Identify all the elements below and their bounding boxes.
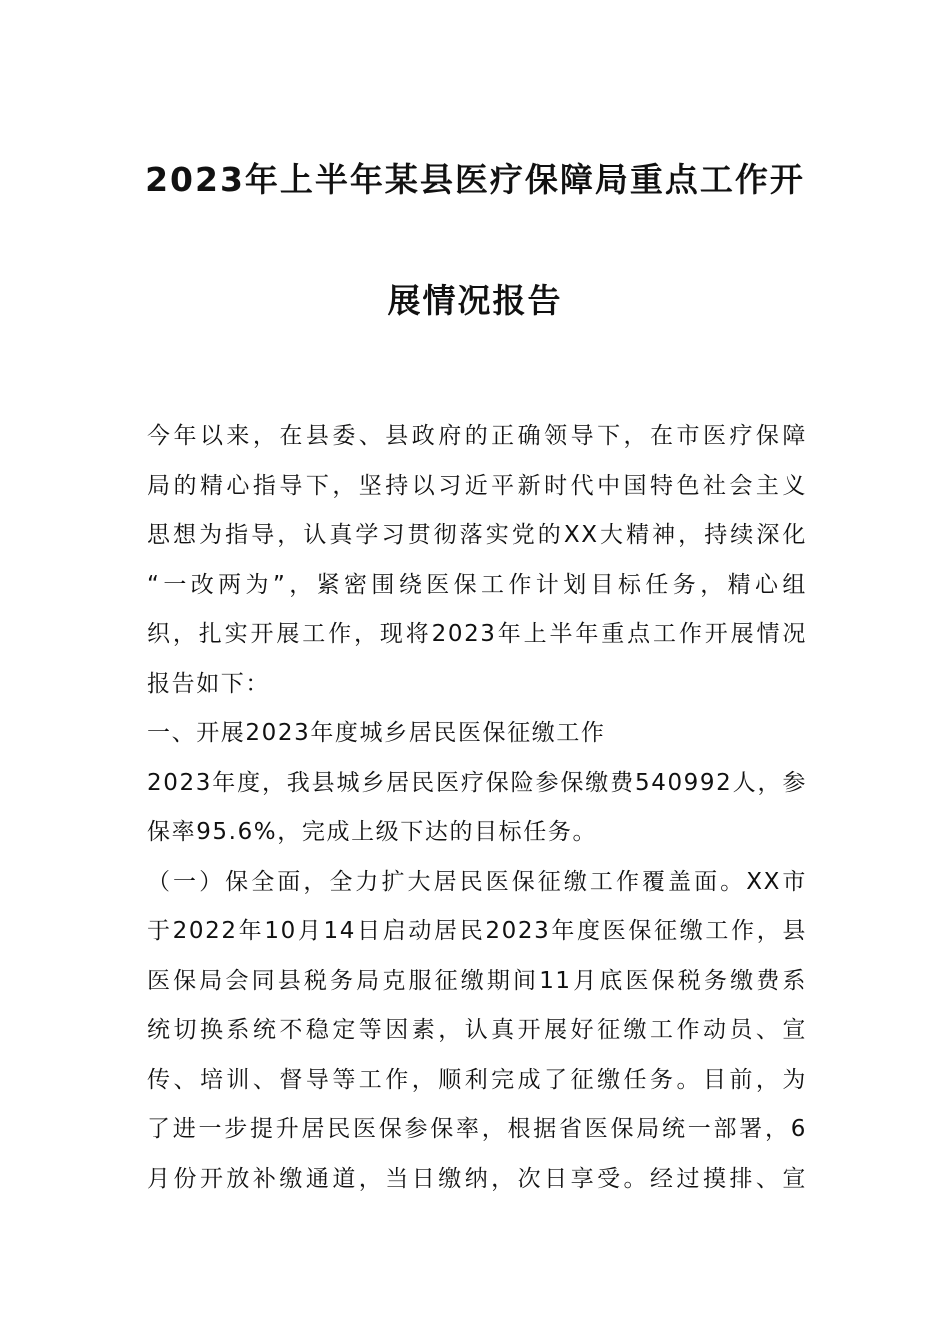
body-line: 报告如下： bbox=[147, 670, 270, 697]
body-line: 思想为指导，认真学习贯彻落实党的XX大精神，持续深化 bbox=[147, 522, 807, 548]
body-line: 今年以来，在县委、县政府的正确领导下，在市医疗保障 bbox=[147, 423, 807, 449]
body-line: 传、培训、督导等工作，顺利完成了征缴任务。目前，为 bbox=[147, 1066, 807, 1093]
body-line: 医保局会同县税务局克服征缴期间11月底医保税务缴费系 bbox=[147, 967, 807, 994]
subsection-line: （一）保全面，全力扩大居民医保征缴工作覆盖面。XX市 bbox=[147, 868, 807, 895]
body-line: 2023年度，我县城乡居民医疗保险参保缴费540992人，参 bbox=[147, 769, 807, 796]
body-line: 保率95.6%，完成上级下达的目标任务。 bbox=[147, 819, 598, 845]
body-line: 了进一步提升居民医保参保率，根据省医保局统一部署，6 bbox=[147, 1116, 807, 1142]
document-body bbox=[147, 412, 807, 1204]
body-line: 统切换系统不稳定等因素，认真开展好征缴工作动员、宣 bbox=[147, 1017, 807, 1043]
body-line: 局的精心指导下，坚持以习近平新时代中国特色社会主义 bbox=[147, 472, 807, 499]
document-title-line-1: 2023年上半年某县医疗保障局重点工作开 bbox=[145, 160, 805, 199]
body-line: 于2022年10月14日启动居民2023年度医保征缴工作，县 bbox=[147, 918, 807, 944]
body-line: 织，扎实开展工作，现将2023年上半年重点工作开展情况 bbox=[147, 621, 807, 647]
section-heading: 一、开展2023年度城乡居民医保征缴工作 bbox=[147, 720, 606, 746]
document-title-line-2: 展情况报告 bbox=[387, 281, 563, 320]
body-line: 月份开放补缴通道，当日缴纳，次日享受。经过摸排、宣 bbox=[147, 1165, 807, 1192]
body-line: “一改两为”，紧密围绕医保工作计划目标任务，精心组 bbox=[147, 571, 807, 598]
